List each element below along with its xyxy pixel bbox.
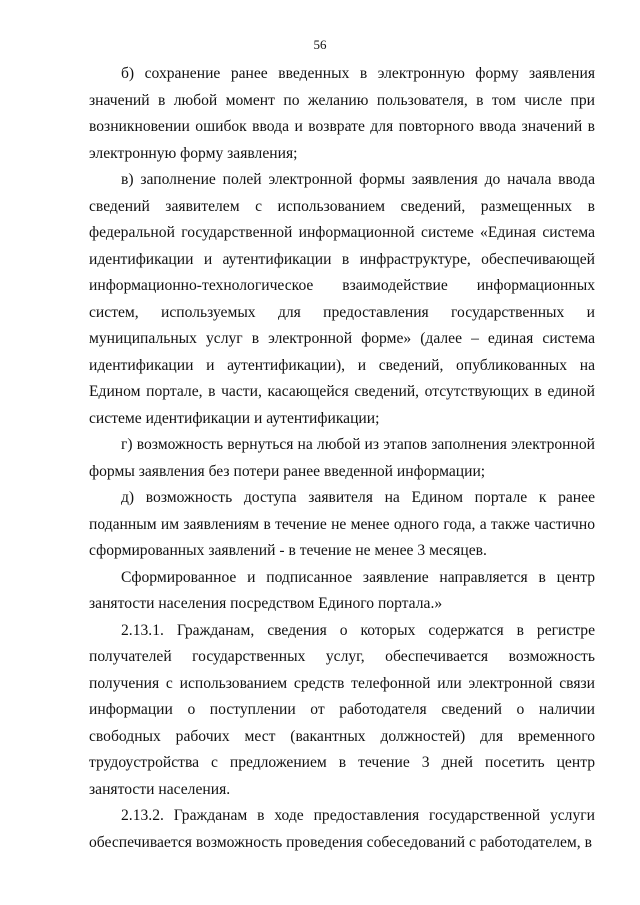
- paragraph-2-13-2: 2.13.2. Гражданам в ходе предоставления государственной услуги обеспечивается возможность проведения собеседований с работодателем, в: [89, 807, 595, 851]
- paragraph-v: в) заполнение полей электронной формы заявления до начала ввода сведений заявителем с использованием сведений, размещенных в федеральной государственной информационной системе «Единая система идентификации и аутентификации в инфраструктуре, обеспечивающей информационно-технологическое взаимодействие информационных систем, используемых для предоставления государственных и муниципальных услуг в электронной форме» (далее – единая система идентификации и аутентификации), и сведений, опубликованных на Едином портале, в части, касающейся сведений, отсутствующих в единой системе идентификации и аутентификации;: [89, 171, 595, 427]
- paragraph-b: б) сохранение ранее введенных в электронную форму заявления значений в любой момент по желанию пользователя, в том числе при возникновении ошибок ввода и возврате для повторного ввода значений в электронную форму заявления;: [89, 65, 595, 162]
- paragraph-g: г) возможность вернуться на любой из этапов заполнения электронной формы заявления без потери ранее введенной информации;: [89, 436, 595, 480]
- paragraph-submission: Сформированное и подписанное заявление направляется в центр занятости населения посредством Единого портала.»: [89, 568, 595, 612]
- paragraph-d: д) возможность доступа заявителя на Едином портале к ранее поданным им заявлениям в течение не менее одного года, а также частично сформированных заявлений - в течение не менее 3 месяцев.: [89, 489, 595, 559]
- document-body: [89, 61, 595, 856]
- paragraph-2-13-1: 2.13.1. Гражданам, сведения о которых содержатся в регистре получателей государственных услуг, обеспечивается возможность получения с использованием средств телефонной или электронной связи информации о поступлении от работодателя сведений о наличии свободных рабочих мест (вакантных должностей) для временного трудоустройства с предложением в течение 3 дней посетить центр занятости населения.: [89, 621, 595, 798]
- page-number: 56: [313, 37, 327, 52]
